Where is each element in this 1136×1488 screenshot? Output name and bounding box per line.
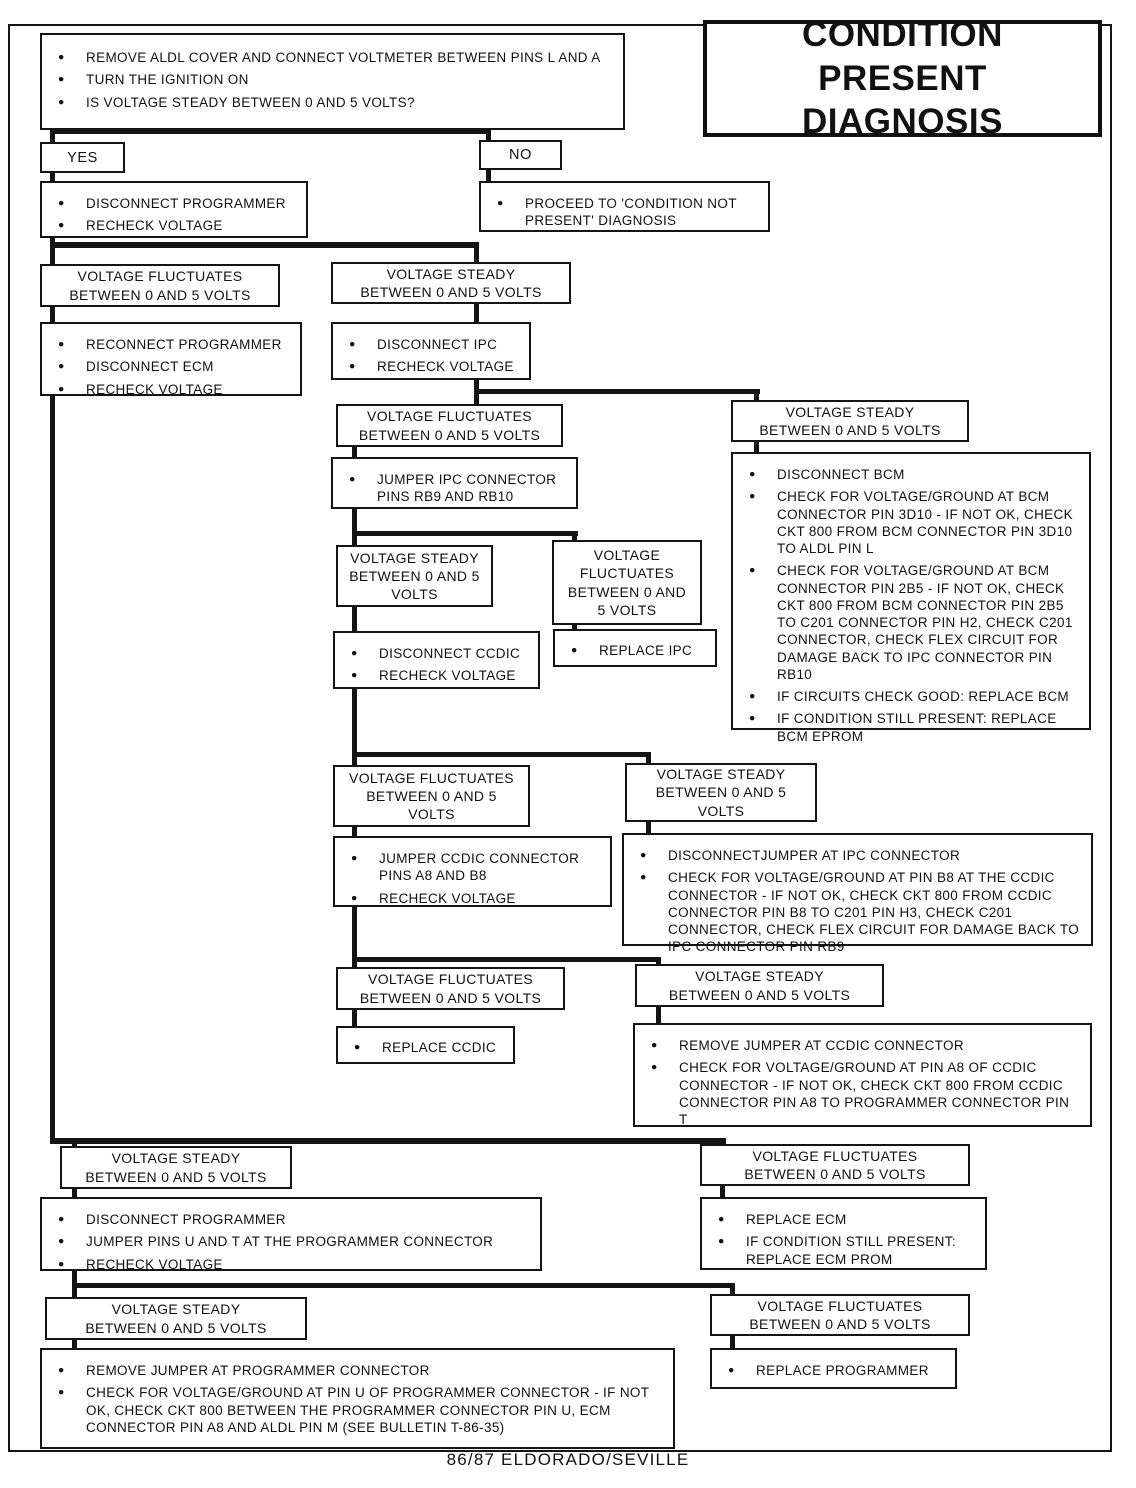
bullet-item: ● JUMPER PINS U AND T AT THE PROGRAMMER CONNECTOR xyxy=(42,1233,530,1250)
connector-line xyxy=(50,242,479,248)
action-replace-programmer xyxy=(710,1348,957,1389)
condition-line: VOLTS xyxy=(697,802,745,819)
condition-line: BETWEEN 0 AND 5 xyxy=(366,787,497,804)
connector-line xyxy=(486,168,491,182)
action-disconnect-ccdic xyxy=(333,631,540,689)
bullet-item: ● TURN THE IGNITION ON xyxy=(42,71,613,88)
connector-line xyxy=(50,236,55,265)
bullet-item: ● IS VOLTAGE STEADY BETWEEN 0 AND 5 VOLTS? xyxy=(42,94,613,111)
condition-line: BETWEEN 0 AND 5 xyxy=(349,567,480,584)
condition-line: VOLTAGE STEADY xyxy=(785,403,915,420)
connector-line xyxy=(352,752,651,757)
bullet-item: ● PROCEED TO 'CONDITION NOT PRESENT' DIAGNOSIS xyxy=(481,195,758,230)
action-disconnect-programmer-jumper-ut xyxy=(40,1197,542,1271)
condition-line: VOLTAGE xyxy=(593,547,661,564)
connector-line xyxy=(352,508,357,547)
connector-line xyxy=(352,531,578,536)
bullet-item: ● JUMPER CCDIC CONNECTOR PINS A8 AND B8 xyxy=(335,850,600,885)
condition-line: BETWEEN 0 AND 5 VOLTS xyxy=(668,986,851,1003)
condition-line: 5 VOLTS xyxy=(597,601,657,618)
condition-line: BETWEEN 0 AND 5 VOLTS xyxy=(360,284,542,300)
connector-line xyxy=(50,394,55,1144)
bullet-item: ● JUMPER IPC CONNECTOR PINS RB9 AND RB10 xyxy=(333,471,566,506)
action-bcm-checks xyxy=(731,452,1091,744)
bullet-item: ● RECONNECT PROGRAMMER xyxy=(42,336,290,353)
bullet-item: ● REMOVE ALDL COVER AND CONNECT VOLTMETER BETWEEN PINS L AND A xyxy=(42,49,613,66)
bullet-item: ● DISCONNECT IPC xyxy=(333,336,519,353)
bullet-item: ● RECHECK VOLTAGE xyxy=(335,890,600,907)
bullet-item: ● REPLACE ECM xyxy=(702,1211,975,1228)
action-disconnect-ipc xyxy=(331,322,531,380)
connector-line xyxy=(50,1138,726,1144)
connector-line xyxy=(730,1335,735,1349)
action-replace-ipc xyxy=(553,629,717,667)
condition-voltage-fluctuates xyxy=(40,264,280,307)
bullet-item: ● CHECK FOR VOLTAGE/GROUND AT BCM CONNECTOR PIN 3D10 - IF NOT OK, CHECK CKT 800 FROM BCM CONNECTOR PIN 3D10 TO ALDL PIN L xyxy=(733,488,1079,557)
connector-line xyxy=(646,820,651,834)
connector-line xyxy=(352,605,357,632)
condition-line: VOLTAGE STEADY xyxy=(350,549,479,566)
condition-line: BETWEEN 0 AND 5 xyxy=(655,784,787,801)
action-disconnect-jumper-ipc xyxy=(622,833,1093,955)
connector-line xyxy=(352,957,661,962)
action-proceed-condition-not-present xyxy=(479,181,770,232)
condition-line: VOLTAGE FLUCTUATES xyxy=(752,1147,918,1164)
bullet-item: ● DISCONNECT ECM xyxy=(42,358,290,375)
bullet-item: ● REPLACE CCDIC xyxy=(338,1039,503,1056)
condition-line: VOLTAGE FLUCTUATES xyxy=(757,1297,923,1314)
condition-line: BETWEEN 0 AND 5 VOLTS xyxy=(744,1166,926,1182)
bullet-item: ● CHECK FOR VOLTAGE/GROUND AT PIN A8 OF CCDIC CONNECTOR - IF NOT OK, CHECK CKT 800 FROM CCDIC CONNECTOR PIN A8 TO PROGRAMMER CONNECTOR PIN T xyxy=(635,1059,1080,1128)
bullet-item: ● CHECK FOR VOLTAGE/GROUND AT PIN B8 AT THE CCDIC CONNECTOR - IF NOT OK, CHECK CKT 800 FROM CCDIC CONNECTOR PIN B8 TO C201 PIN H3, CHECK C201 CONNECTOR, CHECK FLEX CIRCUIT FOR DAMAGE BACK TO IPC CONNECTOR PIN RB9 xyxy=(624,869,1081,955)
bullet-item: ● IF CONDITION STILL PRESENT: REPLACE ECM PROM xyxy=(702,1233,975,1268)
condition-voltage-steady xyxy=(336,545,493,607)
condition-voltage-steady xyxy=(331,262,571,304)
bullet-item: ● DISCONNECTJUMPER AT IPC CONNECTOR xyxy=(624,847,1081,864)
condition-voltage-steady xyxy=(45,1297,307,1340)
condition-voltage-fluctuates xyxy=(710,1294,970,1336)
bullet-item: ● IF CONDITION STILL PRESENT: REPLACE BCM EPROM xyxy=(733,710,1079,745)
condition-line: VOLTAGE FLUCTUATES xyxy=(77,268,243,285)
condition-line: BETWEEN 0 AND xyxy=(567,583,687,600)
condition-voltage-steady xyxy=(731,400,969,442)
action-disconnect-programmer xyxy=(40,181,308,238)
connector-line xyxy=(474,302,479,324)
condition-line: BETWEEN 0 AND 5 VOLTS xyxy=(749,1316,931,1332)
condition-line: VOLTS xyxy=(408,806,455,823)
action-remove-jumper-programmer xyxy=(40,1348,675,1449)
action-reconnect-programmer xyxy=(40,322,302,396)
condition-line: VOLTS xyxy=(391,586,438,603)
condition-line: VOLTAGE STEADY xyxy=(111,1301,241,1318)
condition-line: BETWEEN 0 AND 5 VOLTS xyxy=(69,286,251,303)
condition-line: BETWEEN 0 AND 5 VOLTS xyxy=(359,989,542,1006)
bullet-item: ● DISCONNECT PROGRAMMER xyxy=(42,1211,530,1228)
condition-line: BETWEEN 0 AND 5 VOLTS xyxy=(759,422,941,438)
action-jumper-ccdic-connector xyxy=(333,836,612,907)
bullet-item: ● CHECK FOR VOLTAGE/GROUND AT BCM CONNECTOR PIN 2B5 - IF NOT OK, CHECK CKT 800 FROM BCM CONNECTOR PIN 2B5 TO C201 CONNECTOR PIN H2, CHECK C201 CONNECTOR, CHECK FLEX CIRCUIT FOR DAMAGE BACK TO IPC CONNECTOR PIN RB10 xyxy=(733,562,1079,683)
bullet-item: ● IF CIRCUITS CHECK GOOD: REPLACE BCM xyxy=(733,688,1079,705)
action-start xyxy=(40,33,625,130)
condition-line: BETWEEN 0 AND 5 VOLTS xyxy=(85,1168,267,1185)
action-replace-ecm xyxy=(700,1197,987,1270)
condition-voltage-fluctuates xyxy=(336,404,563,447)
branch-yes: YES xyxy=(40,142,125,173)
condition-line: VOLTAGE STEADY xyxy=(111,1150,241,1167)
bullet-item: ● DISCONNECT BCM xyxy=(733,466,1079,483)
bullet-item: ● RECHECK VOLTAGE xyxy=(42,381,290,398)
connector-line xyxy=(352,1008,357,1027)
action-remove-jumper-ccdic xyxy=(633,1023,1092,1127)
connector-line xyxy=(72,1283,735,1288)
bullet-item: ● RECHECK VOLTAGE xyxy=(333,358,519,375)
condition-line: BETWEEN 0 AND 5 VOLTS xyxy=(358,426,541,443)
page-footer: 86/87 ELDORADO/SEVILLE xyxy=(446,1450,690,1469)
bullet-item: ● RECHECK VOLTAGE xyxy=(42,1256,530,1273)
bullet-item: ● REMOVE JUMPER AT PROGRAMMER CONNECTOR xyxy=(42,1362,663,1379)
condition-voltage-steady xyxy=(635,964,884,1007)
condition-line: VOLTAGE STEADY xyxy=(386,265,516,282)
bullet-item: ● DISCONNECT CCDIC xyxy=(335,645,528,662)
bullet-item: ● REPLACE PROGRAMMER xyxy=(712,1362,945,1379)
condition-voltage-fluctuates xyxy=(700,1144,970,1186)
condition-voltage-fluctuates xyxy=(333,765,530,827)
connector-line xyxy=(474,242,479,264)
bullet-item: ● RECHECK VOLTAGE xyxy=(42,217,296,234)
condition-line: VOLTAGE FLUCTUATES xyxy=(368,971,533,988)
action-jumper-ipc-connector xyxy=(331,457,578,509)
page-title: CONDITION PRESENT DIAGNOSIS xyxy=(703,20,1102,137)
condition-line: BETWEEN 0 AND 5 VOLTS xyxy=(85,1319,267,1336)
connector-line xyxy=(656,1006,661,1024)
condition-voltage-fluctuates xyxy=(336,967,565,1010)
condition-voltage-steady xyxy=(60,1146,292,1189)
bullet-item: ● DISCONNECT PROGRAMMER xyxy=(42,195,296,212)
branch-no: NO xyxy=(479,140,562,170)
bullet-item: ● CHECK FOR VOLTAGE/GROUND AT PIN U OF PROGRAMMER CONNECTOR - IF NOT OK, CHECK CKT 800 BETWEEN THE PROGRAMMER CONNECTOR PIN U, ECM CONNECTOR PIN A8 AND ALDL PIN M (SEE BULLETIN T-86-35) xyxy=(42,1384,663,1436)
condition-voltage-steady xyxy=(625,763,817,822)
bullet-item: ● REMOVE JUMPER AT CCDIC CONNECTOR xyxy=(635,1037,1080,1054)
connector-line xyxy=(474,389,760,394)
condition-line: VOLTAGE FLUCTUATES xyxy=(367,408,532,425)
condition-line: FLUCTUATES xyxy=(579,565,675,582)
condition-line: VOLTAGE STEADY xyxy=(695,968,824,985)
condition-voltage-fluctuates xyxy=(552,540,702,625)
bullet-item: ● REPLACE IPC xyxy=(555,642,705,659)
condition-line: VOLTAGE STEADY xyxy=(656,766,786,783)
action-replace-ccdic xyxy=(336,1026,515,1064)
bullet-item: ● RECHECK VOLTAGE xyxy=(335,667,528,684)
condition-line: VOLTAGE FLUCTUATES xyxy=(349,769,514,786)
